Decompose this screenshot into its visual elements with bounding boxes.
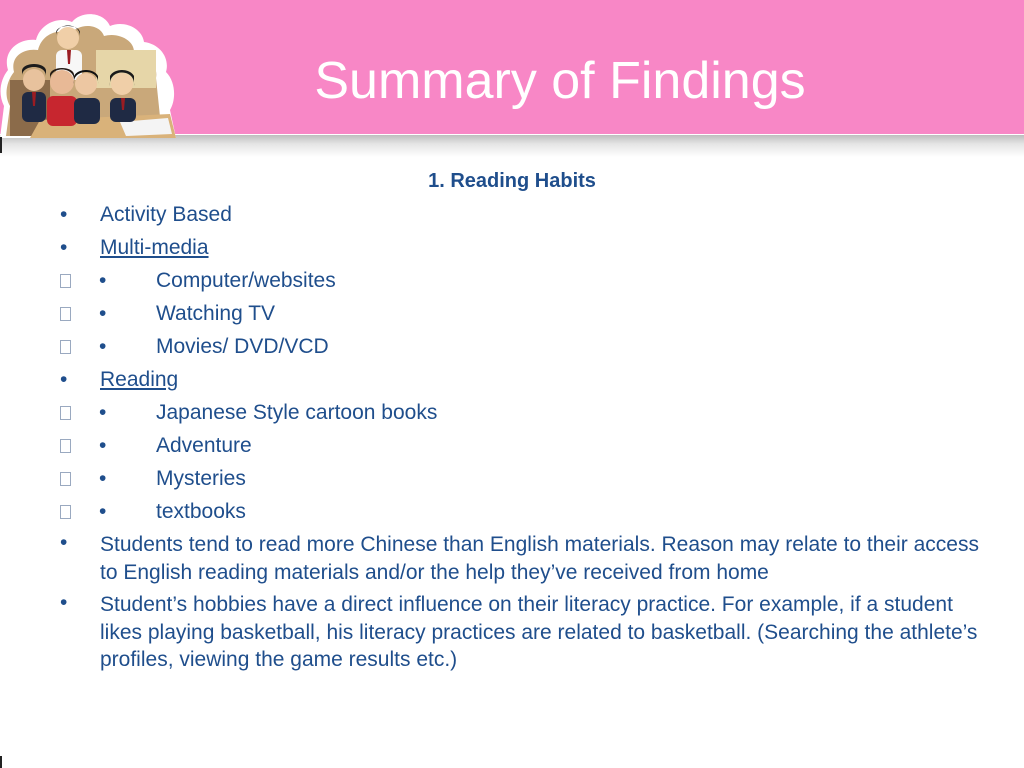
title-bar-shadow xyxy=(0,135,1024,157)
section-heading: 1. Reading Habits xyxy=(428,170,596,192)
sub-list-item-text: Movies/ DVD/VCD xyxy=(156,335,329,358)
paragraph-text: Student’s hobbies have a direct influence on their literacy practice. For example, if a student likes playing basketball, his literacy practices are related to basketball. (Searching the athlete’s profiles, viewing the game results etc.) xyxy=(100,593,978,671)
sub-list-item-text: Watching TV xyxy=(156,302,276,325)
sub-list-item-text: textbooks xyxy=(156,500,246,523)
list-item-text: Multi-media xyxy=(100,236,209,259)
sub-bullet-icon: • xyxy=(99,269,107,292)
sub-list-item-text: Adventure xyxy=(156,434,252,457)
group-of-students-photo xyxy=(0,10,176,138)
bullet-icon: • xyxy=(60,531,68,554)
edge-mark xyxy=(0,756,2,768)
sub-bullet-icon: • xyxy=(99,434,107,457)
sub-bullet-icon: • xyxy=(99,302,107,325)
sub-list-item-text: Japanese Style cartoon books xyxy=(156,401,438,424)
bullet-icon: • xyxy=(60,368,68,391)
missing-glyph-box-icon xyxy=(60,340,71,354)
edge-mark xyxy=(0,137,2,153)
bullet-icon: • xyxy=(60,236,68,259)
sub-list-item-text: Computer/websites xyxy=(156,269,336,292)
bullet-icon: • xyxy=(60,203,68,226)
paragraph-text: Students tend to read more Chinese than English materials. Reason may relate to their access to English reading materials and/or the help they’ve received from home xyxy=(100,533,979,584)
sub-bullet-icon: • xyxy=(99,500,107,523)
bullet-icon: • xyxy=(60,591,68,614)
sub-list-item-text: Mysteries xyxy=(156,467,246,490)
missing-glyph-box-icon xyxy=(60,505,71,519)
missing-glyph-box-icon xyxy=(60,406,71,420)
missing-glyph-box-icon xyxy=(60,472,71,486)
sub-bullet-icon: • xyxy=(99,467,107,490)
slide-title: Summary of Findings xyxy=(314,52,806,110)
missing-glyph-box-icon xyxy=(60,307,71,321)
list-item-text: Activity Based xyxy=(100,203,232,226)
sub-bullet-icon: • xyxy=(99,401,107,424)
missing-glyph-box-icon xyxy=(60,274,71,288)
list-item-text: Reading xyxy=(100,368,179,391)
missing-glyph-box-icon xyxy=(60,439,71,453)
sub-bullet-icon: • xyxy=(99,335,107,358)
